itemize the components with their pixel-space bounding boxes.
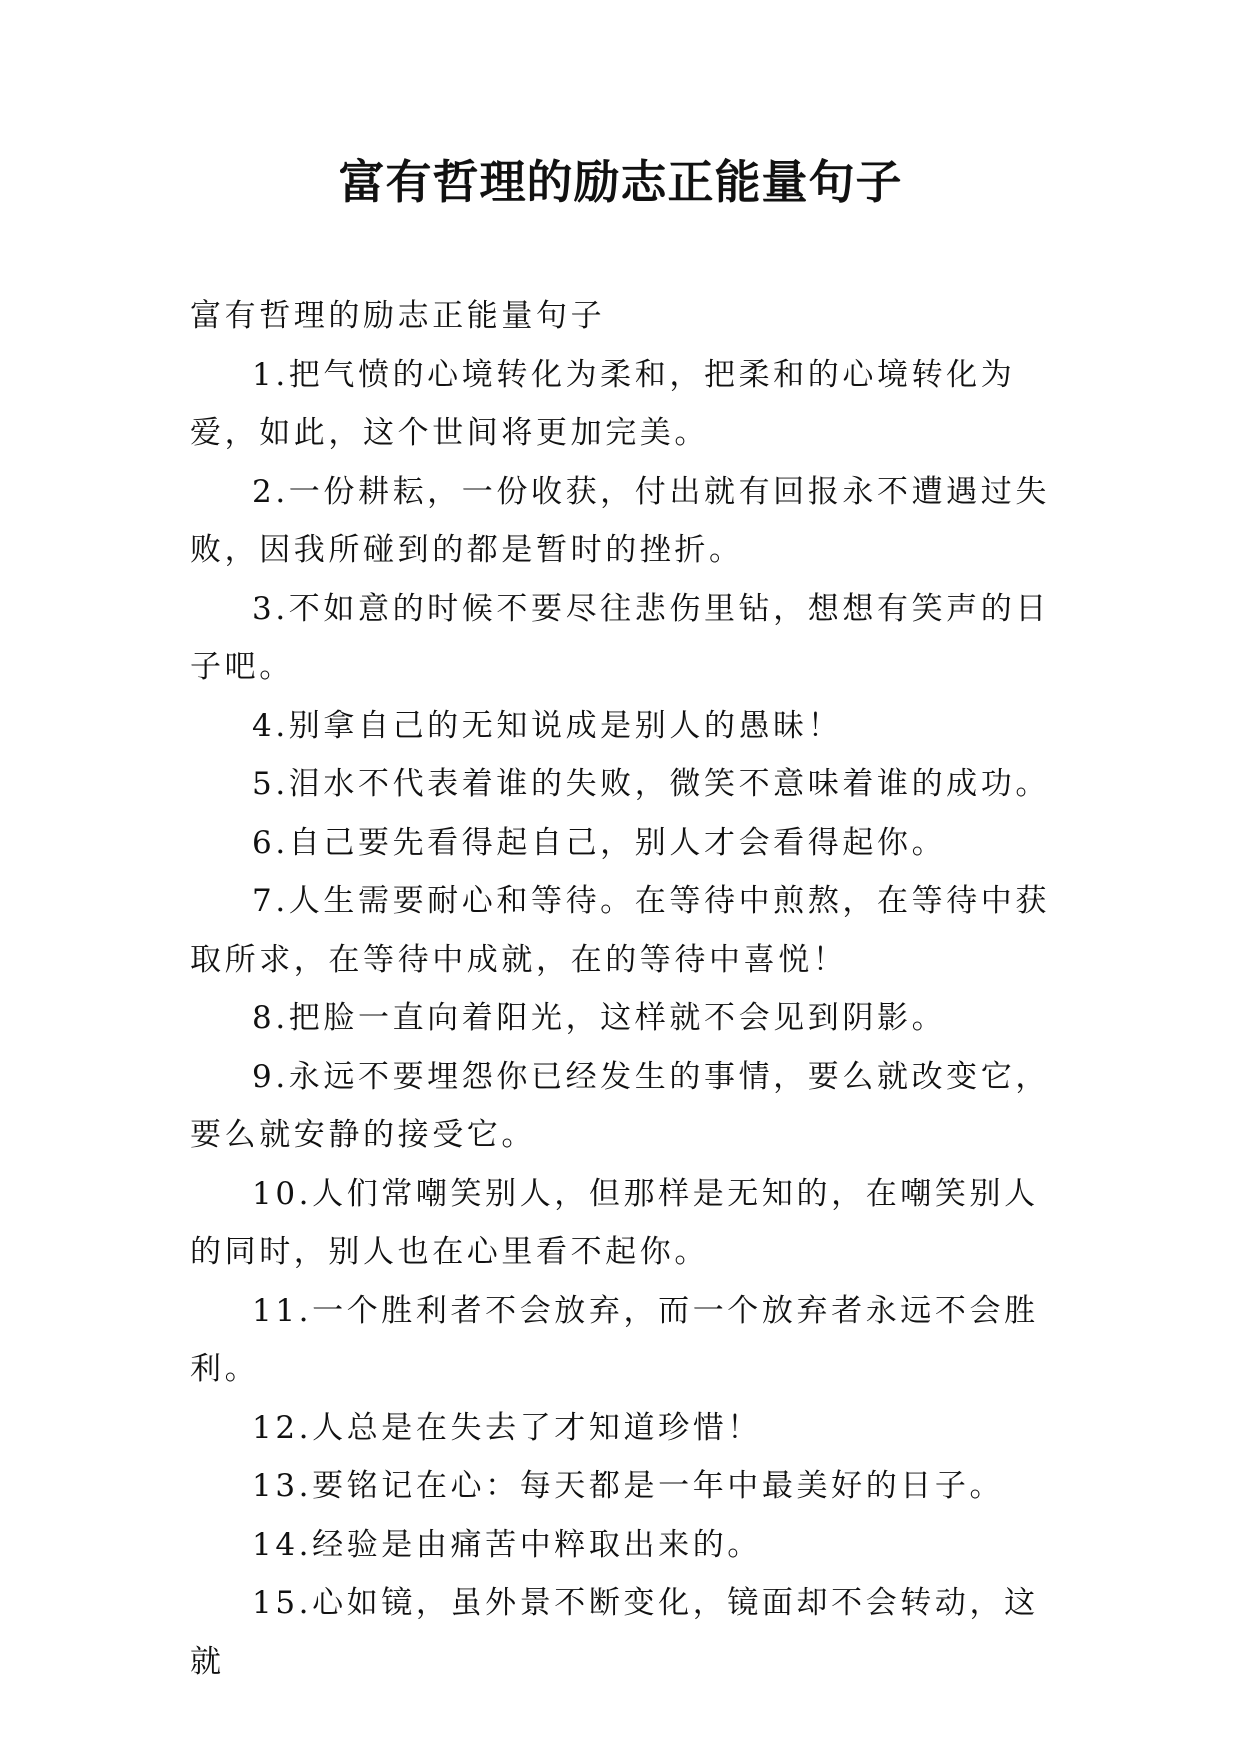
paragraph-item-1: 1.把气愤的心境转化为柔和，把柔和的心境转化为爱，如此，这个世间将更加完美。 [190,356,1016,451]
paragraph-item-7: 7.人生需要耐心和等待。在等待中煎熬，在等待中获取所求，在等待中成就，在的等待中喜悦！ [190,883,1050,978]
paragraph-item-10: 10.人们常嘲笑别人，但那样是无知的，在嘲笑别人的同时，别人也在心里看不起你。 [190,1175,1039,1270]
paragraph-item-8: 8.把脸一直向着阳光，这样就不会见到阴影。 [252,1000,947,1036]
document-subtitle: 富有哲理的励志正能量句子 [190,298,606,334]
paragraph-item-14: 14.经验是由痛苦中粹取出来的。 [252,1526,762,1563]
paragraph-item-11: 11.一个胜利者不会放弃，而一个放弃者永远不会胜利。 [190,1292,1039,1387]
paragraph-item-2: 2.一份耕耘，一份收获，付出就有回报永不遭遇过失败，因我所碰到的都是暂时的挫折。 [190,473,1050,568]
paragraph-item-5: 5.泪水不代表着谁的失败，微笑不意味着谁的成功。 [252,766,1050,802]
paragraph-item-15: 15.心如镜，虽外景不断变化，镜面却不会转动，这就 [190,1585,1039,1680]
paragraph-item-6: 6.自己要先看得起自己，别人才会看得起你。 [252,824,947,861]
paragraph-item-4: 4.别拿自己的无知说成是别人的愚昧！ [252,707,843,744]
paragraph-item-12: 12.人总是在失去了才知道珍惜！ [252,1409,762,1446]
paragraph-item-3: 3.不如意的时候不要尽往悲伤里钻，想想有笑声的日子吧。 [190,590,1050,685]
document-title: 富有哲理的励志正能量句子 [338,155,903,209]
paragraph-item-13: 13.要铭记在心：每天都是一年中最美好的日子。 [252,1468,1005,1504]
paragraph-item-9: 9.永远不要埋怨你已经发生的事情，要么就改变它，要么就安静的接受它。 [190,1058,1050,1153]
document-body [190,287,1070,1691]
